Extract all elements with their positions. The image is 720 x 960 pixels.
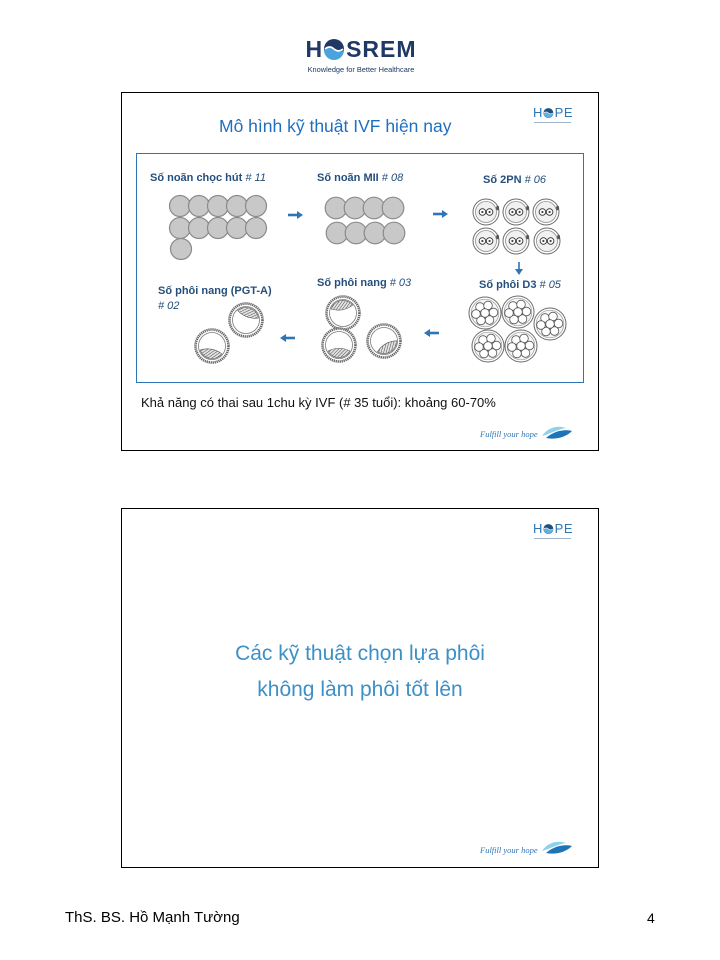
oocyte-icon	[189, 218, 210, 239]
leaf-logo-icon	[540, 423, 572, 440]
oocyte-icon	[227, 218, 248, 239]
blastocyst-icon	[368, 325, 401, 358]
mii-oocyte-icon	[344, 197, 366, 219]
mii-oocyte-icon	[364, 222, 386, 244]
stage-name: Số phôi D3	[479, 279, 537, 291]
arrow-right-icon	[288, 211, 303, 219]
stage-label-pgta-blastocysts	[158, 284, 272, 314]
stage-count: # 11	[245, 172, 266, 184]
zygote-2pn-icon	[503, 228, 529, 254]
blastocyst-icon	[323, 329, 356, 362]
globe-emblem-icon	[323, 38, 345, 60]
arrow-down-icon	[515, 262, 523, 275]
slogan: Fulfill your hope	[480, 845, 538, 855]
stage-name: Số noãn chọc hút	[150, 172, 243, 184]
hope-letters-pe: PE	[554, 521, 573, 536]
stage-label-blastocysts	[317, 277, 411, 290]
slide-statement	[121, 636, 599, 708]
stage-count: # 03	[389, 277, 412, 289]
day3-embryo-icon	[502, 296, 534, 328]
zygote-2pn-icon	[473, 228, 499, 254]
zygote-2pn-icon	[503, 199, 529, 225]
mii-oocyte-icon	[325, 197, 347, 219]
oocyte-icon	[246, 196, 267, 217]
oocyte-icon	[208, 196, 229, 217]
oocyte-icon	[208, 218, 229, 239]
oocyte-icon	[170, 218, 191, 239]
hope-letters-pe: PE	[554, 105, 573, 120]
mii-oocyte-icon	[326, 222, 348, 244]
stage-name: Số phôi nang (PGT-A)	[158, 285, 272, 297]
hope-wordmark	[533, 522, 573, 536]
mii-oocyte-icon	[363, 197, 385, 219]
day3-embryo-icon	[469, 297, 501, 329]
mii-oocyte-icon	[383, 222, 405, 244]
hosrem-wordmark	[301, 36, 421, 62]
oocyte-icon	[170, 196, 191, 217]
stage-name: Số phôi nang	[317, 277, 387, 289]
oocyte-icon	[171, 239, 192, 260]
stage-count: # 08	[381, 172, 404, 184]
day3-embryo-icon	[472, 330, 504, 362]
hope-letter-h: H	[533, 105, 543, 120]
page-number: 4	[647, 910, 655, 926]
zygote-2pn-icon	[534, 228, 560, 254]
globe-emblem-icon	[543, 107, 554, 119]
stage-count: # 06	[524, 174, 546, 186]
stage-name: Số 2PN	[483, 174, 522, 186]
logo-letters-srem: SREM	[346, 36, 417, 62]
day3-embryo-icon	[505, 330, 537, 362]
hope-wordmark	[533, 106, 573, 120]
hope-logo-subtitle-mark	[533, 537, 573, 540]
statement-line-1: Các kỹ thuật chọn lựa phôi	[235, 642, 485, 665]
statement-line-2: không làm phôi tốt lên	[257, 678, 463, 701]
mii-oocyte-icon	[345, 222, 367, 244]
mii-oocyte-icon	[382, 197, 404, 219]
slide-embryo-selection	[121, 508, 599, 868]
stage-name: Số noãn MII	[317, 172, 379, 184]
leaf-logo-icon	[540, 838, 572, 855]
hope-logo	[533, 106, 573, 124]
footer-author: ThS. BS. Hồ Mạnh Tường	[65, 909, 240, 926]
stage-count: # 05	[539, 279, 561, 291]
slide-title: Mô hình kỹ thuật IVF hiện nay	[219, 116, 452, 136]
hosrem-logo	[301, 36, 421, 74]
logo-tagline: Knowledge for Better Healthcare	[307, 65, 415, 74]
arrow-left-icon	[280, 334, 295, 342]
arrow-right-icon	[433, 210, 448, 218]
slogan: Fulfill your hope	[480, 429, 538, 439]
zygote-2pn-icon	[473, 199, 499, 225]
stage-label-retrieved-oocytes	[150, 172, 266, 185]
oocyte-icon	[189, 196, 210, 217]
globe-emblem-icon	[543, 523, 554, 535]
hope-logo	[533, 522, 573, 540]
day3-embryo-icon	[534, 308, 566, 340]
blastocyst-icon	[196, 330, 229, 363]
stage-label-mii-oocytes	[317, 172, 403, 185]
blastocyst-icon	[327, 297, 360, 330]
stage-label-d3-embryos	[479, 279, 561, 292]
slide-ivf-model	[121, 92, 599, 451]
oocyte-icon	[246, 218, 267, 239]
logo-letter-h: H	[305, 36, 324, 62]
stage-label-2pn	[483, 174, 546, 187]
stage-count: # 02	[158, 300, 180, 312]
hope-logo-subtitle-mark	[533, 121, 573, 124]
oocyte-icon	[227, 196, 248, 217]
pregnancy-rate-note: Khả năng có thai sau 1chu kỳ IVF (# 35 tuổi): khoảng 60-70%	[141, 395, 496, 410]
hope-letter-h: H	[533, 521, 543, 536]
arrow-left-icon	[424, 329, 439, 337]
zygote-2pn-icon	[533, 199, 559, 225]
